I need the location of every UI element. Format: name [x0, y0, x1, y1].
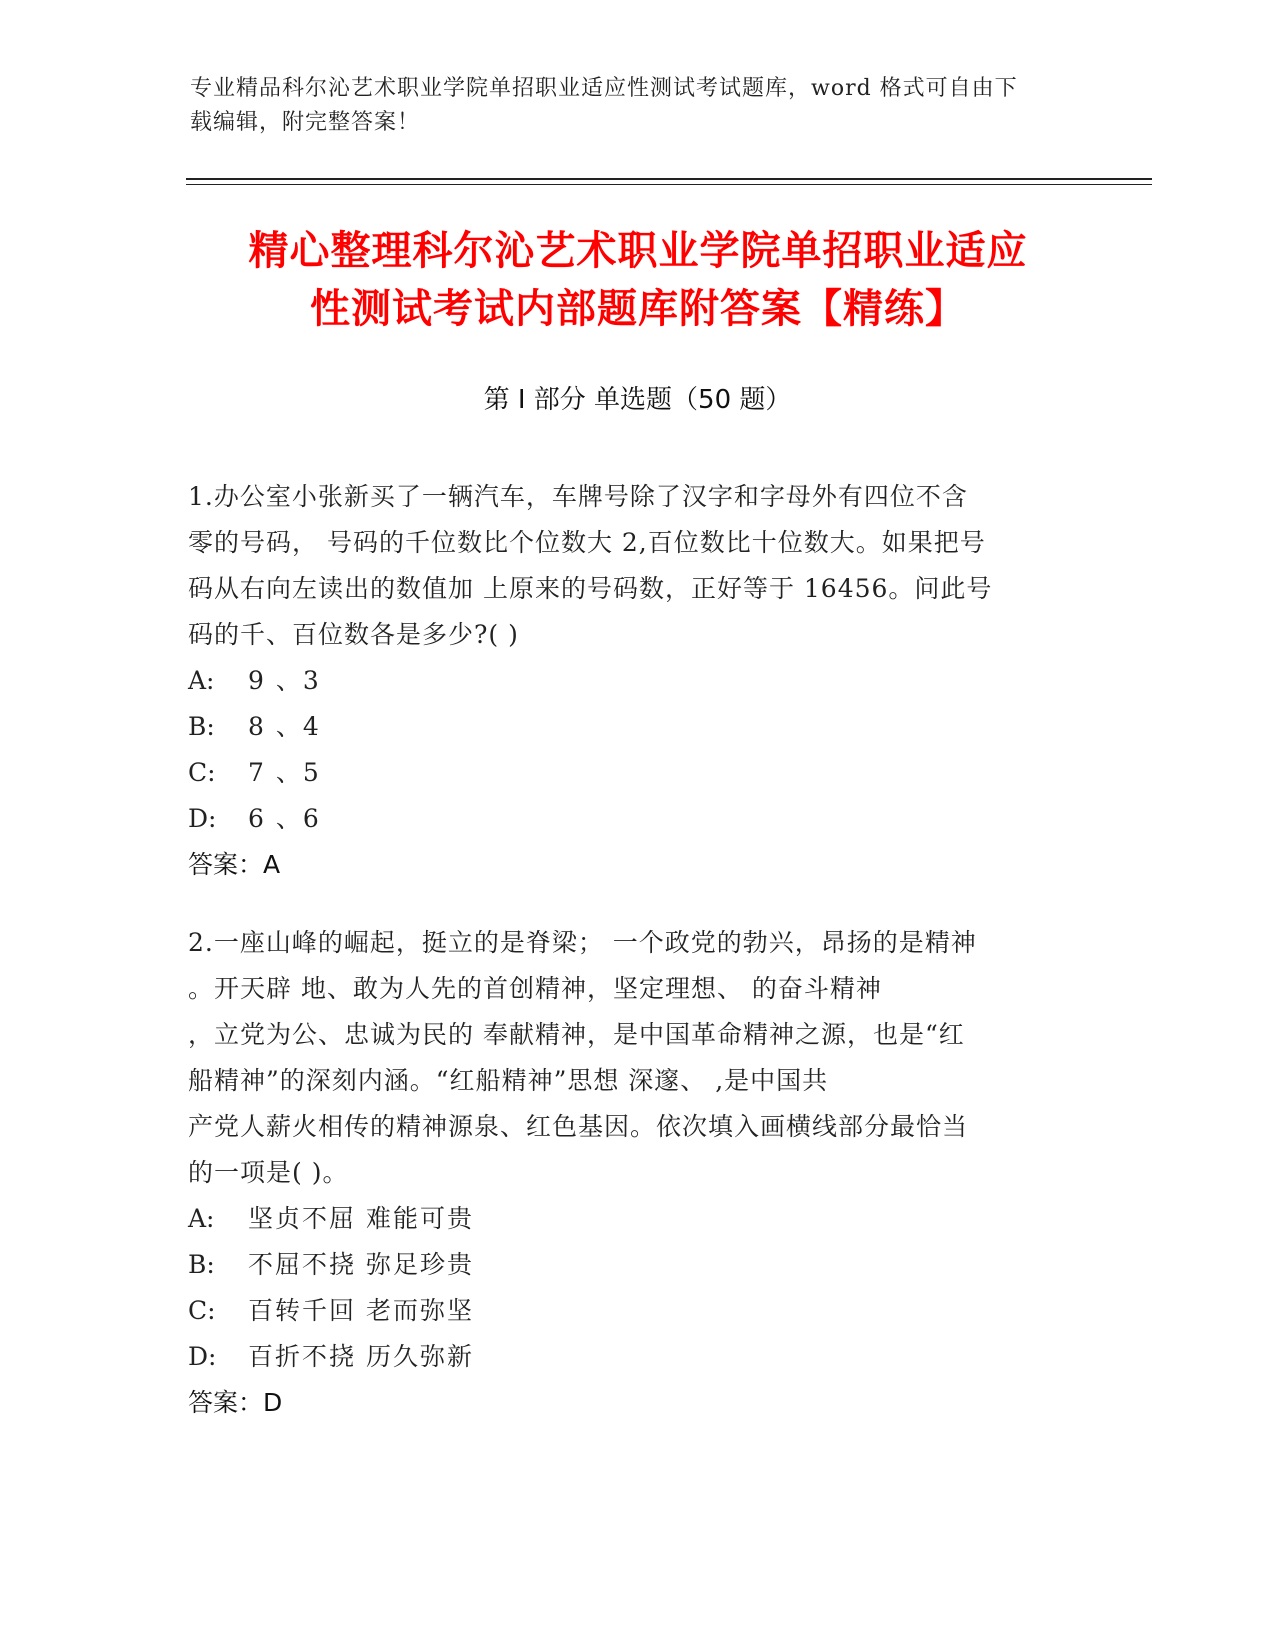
question-stem-line: 码的千、百位数各是多少?( ): [188, 620, 519, 649]
question-stem-line: 1.办公室小张新买了一辆汽车，车牌号除了汉字和字母外有四位不含: [188, 482, 968, 511]
option-key: B:: [188, 712, 215, 741]
option-text: 百折不挠 历久弥新: [248, 1342, 474, 1371]
option-text: 6 、6: [248, 804, 321, 833]
answer-line: 答案：D: [188, 1388, 283, 1417]
option-text: 7 、5: [248, 758, 321, 787]
option-a: [188, 658, 1088, 704]
header-divider-thick: [186, 178, 1152, 180]
option-c: [188, 750, 1088, 796]
question-stem: [188, 474, 1088, 658]
question-stem-line: 2.一座山峰的崛起，挺立的是脊梁； 一个政党的勃兴，昂扬的是精神: [188, 928, 977, 957]
option-c: [188, 1288, 1088, 1334]
option-key: D:: [188, 1342, 217, 1371]
question-stem-line: 零的号码， 号码的千位数比个位数大 2,百位数比十位数大。如果把号: [188, 528, 986, 557]
answer-line: 答案：A: [188, 850, 281, 879]
option-b: [188, 704, 1088, 750]
document-title-line: 性测试考试内部题库附答案【精练】: [310, 286, 966, 332]
document-title: [150, 222, 1126, 338]
question-1: [188, 474, 1088, 888]
header-note-line: 专业精品科尔沁艺术职业学院单招职业适应性测试考试题库，word 格式可自由下: [190, 76, 1018, 101]
option-key: B:: [188, 1250, 215, 1279]
option-key: A:: [188, 666, 215, 695]
question-stem-line: 码从右向左读出的数值加 上原来的号码数，正好等于 16456。问此号: [188, 574, 993, 603]
question-stem-line: 船精神”的深刻内涵。“红船精神”思想 深邃、 ,是中国共: [188, 1066, 829, 1095]
question-stem: [188, 920, 1088, 1196]
option-text: 8 、4: [248, 712, 321, 741]
header-note: [190, 72, 1090, 140]
option-key: C:: [188, 1296, 216, 1325]
question-2: [188, 920, 1088, 1426]
option-key: D:: [188, 804, 217, 833]
section-heading: 第 I 部分 单选题（50 题）: [483, 385, 792, 415]
option-text: 百转千回 老而弥坚: [248, 1296, 474, 1325]
question-stem-line: ，立党为公、忠诚为民的 奉献精神，是中国革命精神之源，也是“红: [188, 1020, 965, 1049]
question-stem-line: 的一项是( )。: [188, 1158, 349, 1187]
option-a: [188, 1196, 1088, 1242]
option-text: 不屈不挠 弥足珍贵: [248, 1250, 474, 1279]
header-note-line: 载编辑，附完整答案！: [190, 110, 421, 135]
option-d: [188, 1334, 1088, 1380]
option-d: [188, 796, 1088, 842]
option-key: A:: [188, 1204, 215, 1233]
document-title-line: 精心整理科尔沁艺术职业学院单招职业适应: [248, 228, 1028, 274]
question-stem-line: 。开天辟 地、敢为人先的首创精神，坚定理想、 的奋斗精神: [188, 974, 882, 1003]
option-text: 坚贞不屈 难能可贵: [248, 1204, 474, 1233]
option-key: C:: [188, 758, 216, 787]
question-stem-line: 产党人薪火相传的精神源泉、红色基因。依次填入画横线部分最恰当: [188, 1112, 969, 1141]
header-divider-thin: [186, 184, 1152, 185]
option-b: [188, 1242, 1088, 1288]
option-text: 9 、3: [248, 666, 321, 695]
